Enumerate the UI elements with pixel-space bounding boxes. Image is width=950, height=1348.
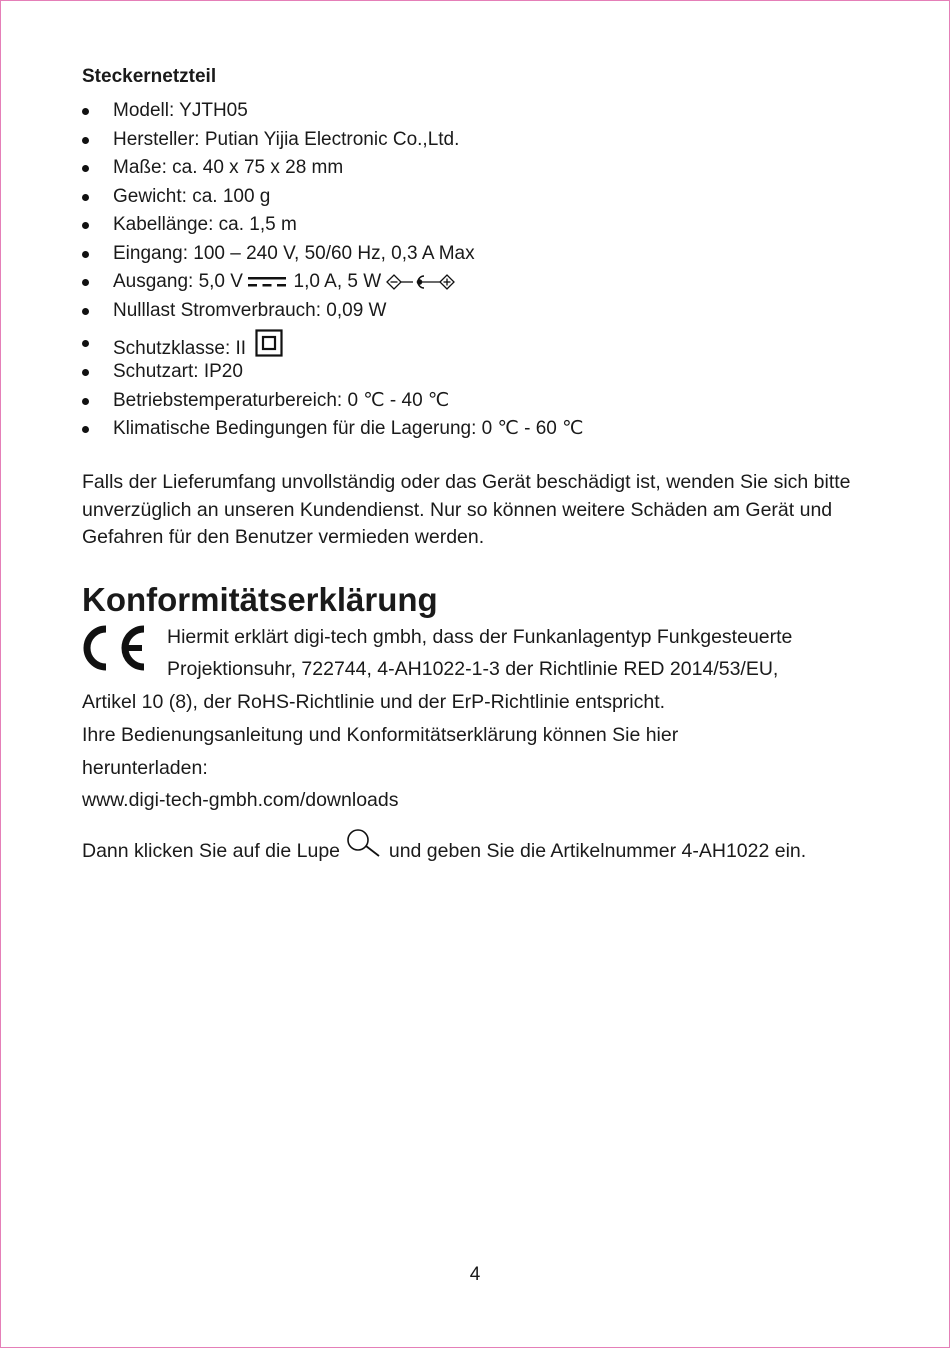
bullet-icon <box>82 165 89 172</box>
bullet-icon <box>82 398 89 405</box>
ce-mark-icon <box>82 624 148 672</box>
bullet-icon <box>82 251 89 258</box>
protection-class-ii-icon <box>255 329 283 357</box>
bullet-icon <box>82 308 89 315</box>
conformity-line-1: Hiermit erklärt digi-tech gmbh, dass der Funkanlagentyp Funkgesteuerte <box>167 626 793 648</box>
section-title: Steckernetzteil <box>82 66 217 87</box>
output-current: 1,0 A, 5 W <box>293 271 382 292</box>
page-number: 4 <box>469 1264 481 1285</box>
output-voltage: Ausgang: 5,0 V <box>113 271 243 292</box>
download-url[interactable]: www.digi-tech-gmbh.com/downloads <box>82 789 399 811</box>
bullet-icon <box>82 279 89 286</box>
conformity-line-2: Projektionsuhr, 722744, 4-AH1022-1-3 der Richtlinie RED 2014/53/EU, <box>167 658 779 680</box>
bullet-icon <box>82 194 89 201</box>
bullet-icon <box>82 426 89 433</box>
download-info-line-2: herunterladen: <box>82 757 208 779</box>
dc-current-icon <box>248 275 288 289</box>
bullet-icon <box>82 137 89 144</box>
conformity-line-3: Artikel 10 (8), der RoHS-Richtlinie und der ErP-Richtlinie entspricht. <box>82 691 666 713</box>
bullet-icon <box>82 222 89 229</box>
polarity-icon <box>386 273 456 291</box>
damage-notice: Falls der Lieferumfang unvollständig oder das Gerät beschädigt ist, wenden Sie sich bitte unverzüglich an unseren Kundendienst. Nur so können weitere Schäden am Gerät und Gefahren für den Benutzer vermieden werden. <box>82 471 851 548</box>
bullet-icon <box>82 108 89 115</box>
bullet-icon <box>82 340 89 347</box>
bullet-icon <box>82 369 89 376</box>
conformity-heading: Konformitätserklärung <box>82 581 438 618</box>
search-icon <box>345 829 383 859</box>
search-instruction: Dann klicken Sie auf die Lupe und geben Sie die Artikelnummer 4-AH1022 ein. <box>82 829 806 865</box>
download-info-line-1: Ihre Bedienungsanleitung und Konformitätserklärung können Sie hier <box>82 724 679 746</box>
